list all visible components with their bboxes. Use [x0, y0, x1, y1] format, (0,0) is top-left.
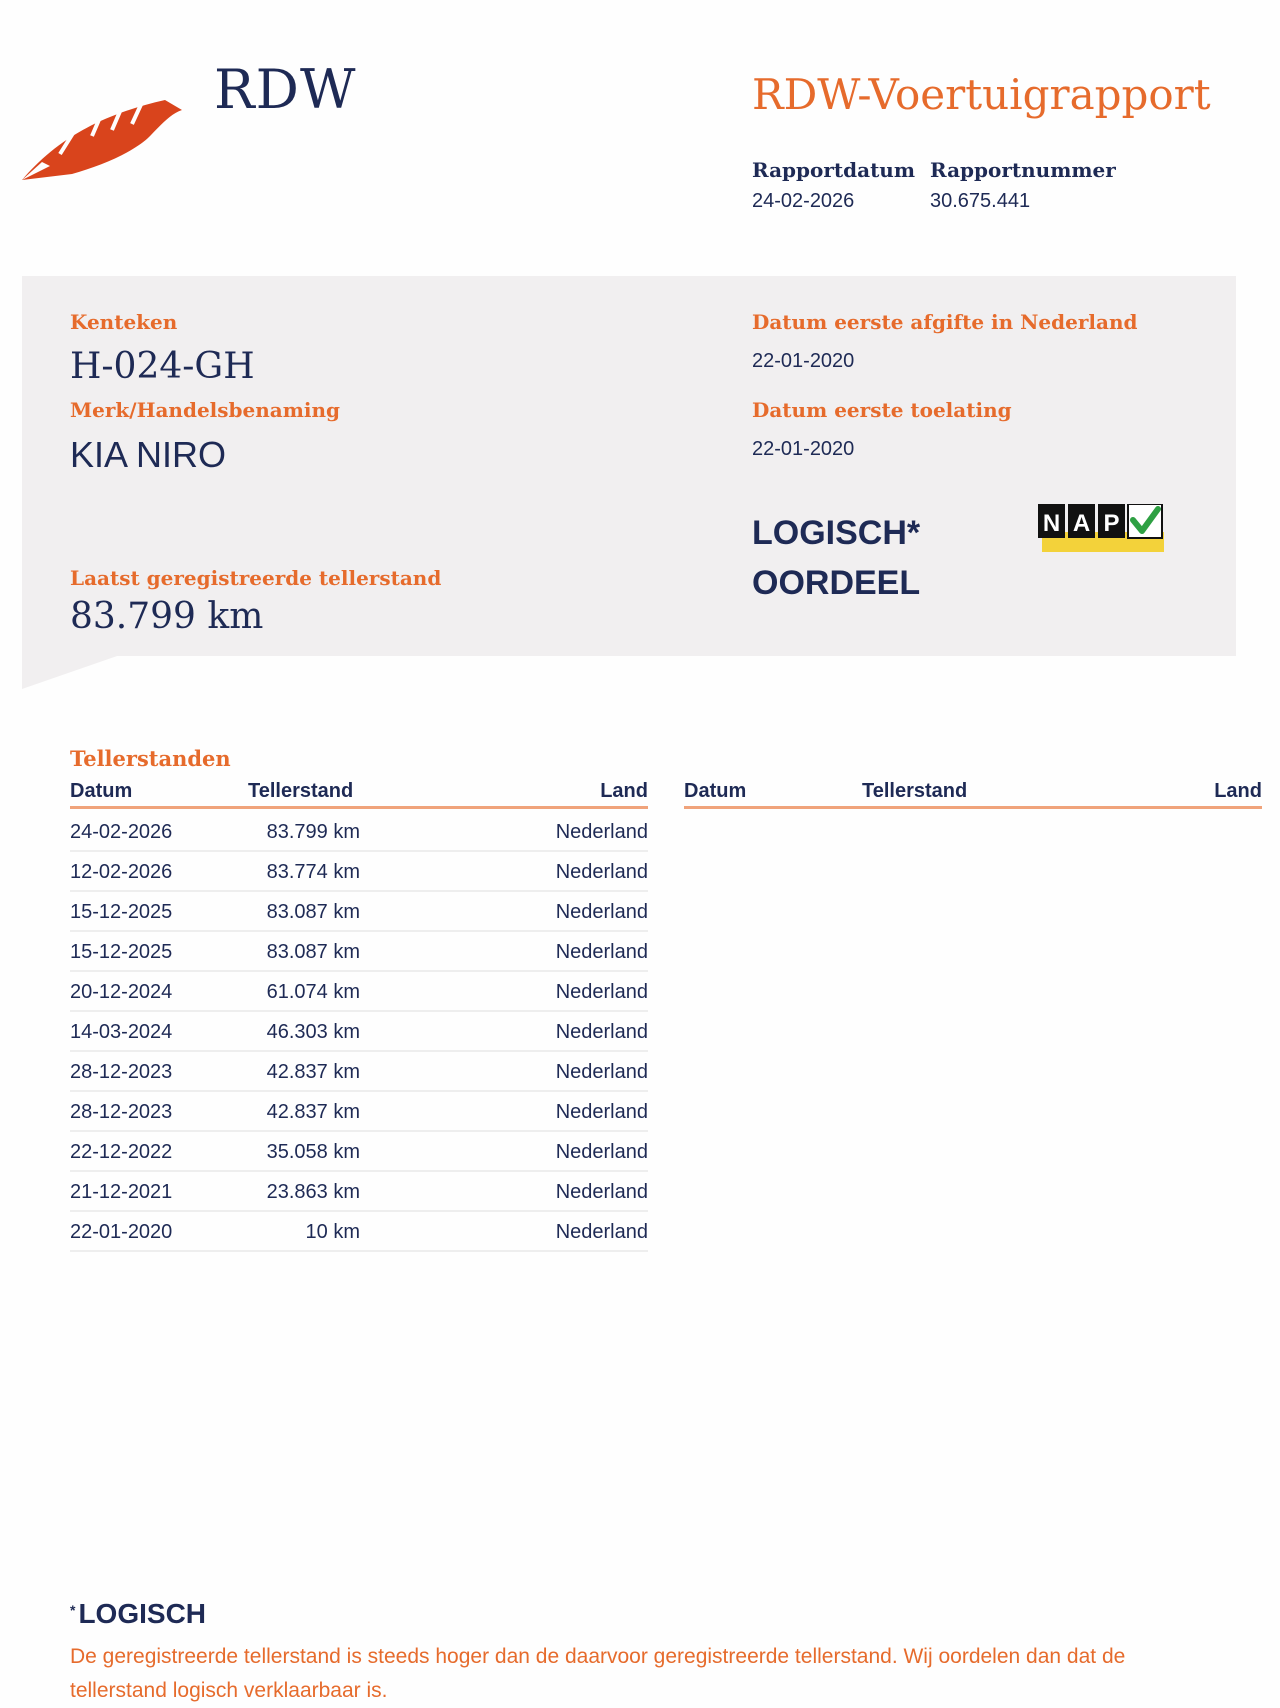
- first-issue-field: [752, 310, 1138, 373]
- table-row: [70, 892, 648, 932]
- footnote-marker: *: [70, 1602, 76, 1618]
- table-row: [70, 972, 648, 1012]
- cell-odometer: 61.074 km: [266, 981, 360, 1003]
- cell-odometer: 10 km: [305, 1221, 360, 1243]
- cell-odometer: 83.087 km: [266, 901, 360, 923]
- cell-odometer: 83.087 km: [266, 941, 360, 963]
- make-label: Merk/Handelsbenaming: [70, 398, 341, 422]
- first-issue-label: Datum eerste afgifte in Nederland: [752, 310, 1138, 334]
- odometer-value: 83.799 km: [70, 596, 264, 637]
- summary-panel-tab: [22, 655, 120, 689]
- first-issue-value: 22-01-2020: [752, 350, 855, 372]
- col-header-odometer: Tellerstand: [862, 780, 968, 802]
- cell-country: Nederland: [555, 861, 648, 883]
- report-date-value: 24-02-2026: [752, 190, 855, 212]
- report-date-block: [752, 158, 915, 213]
- cell-country: Nederland: [555, 1101, 648, 1123]
- readings-header-left: [70, 780, 648, 809]
- cell-odometer: 35.058 km: [266, 1141, 360, 1163]
- cell-date: 20-12-2024: [70, 981, 173, 1003]
- cell-country: Nederland: [555, 1021, 648, 1043]
- footnote-title-text: LOGISCH: [78, 1598, 207, 1629]
- cell-odometer: 42.837 km: [266, 1061, 360, 1083]
- table-row: [70, 1012, 648, 1052]
- col-header-country: Land: [600, 780, 648, 802]
- cell-date: 15-12-2025: [70, 901, 173, 923]
- cell-date: 22-12-2022: [70, 1141, 173, 1163]
- table-row: [70, 1052, 648, 1092]
- col-header-country: Land: [1214, 780, 1262, 802]
- cell-country: Nederland: [555, 1141, 648, 1163]
- table-row: [70, 1172, 648, 1212]
- cell-date: 28-12-2023: [70, 1101, 173, 1123]
- col-header-date: Datum: [70, 780, 133, 802]
- nap-badge: [1038, 504, 1168, 554]
- cell-date: 28-12-2023: [70, 1061, 173, 1083]
- cell-country: Nederland: [555, 901, 648, 923]
- table-row: [70, 932, 648, 972]
- cell-country: Nederland: [555, 1181, 648, 1203]
- cell-date: 14-03-2024: [70, 1021, 173, 1043]
- rdw-logo-icon: [20, 92, 190, 182]
- col-header-odometer: Tellerstand: [248, 780, 354, 802]
- report-title: RDW-Voertuigrapport: [752, 70, 1211, 119]
- cell-date: 22-01-2020: [70, 1221, 173, 1243]
- plate-label: Kenteken: [70, 310, 178, 334]
- footnote-title: [70, 1598, 206, 1630]
- first-admission-field: [752, 398, 1012, 461]
- cell-country: Nederland: [555, 1221, 648, 1243]
- verdict-line-1: LOGISCH*: [752, 514, 921, 552]
- odometer-label: Laatst geregistreerde tellerstand: [70, 566, 442, 590]
- plate-field: [70, 310, 255, 387]
- first-admission-label: Datum eerste toelating: [752, 398, 1012, 422]
- cell-date: 24-02-2026: [70, 821, 173, 843]
- col-header-date: Datum: [684, 780, 747, 802]
- nap-letter-p: P: [1103, 510, 1120, 537]
- odometer-verdict: [752, 508, 920, 608]
- report-number-label: Rapportnummer: [930, 158, 1116, 182]
- report-number-block: [930, 158, 1116, 213]
- cell-country: Nederland: [555, 821, 648, 843]
- make-field: [70, 398, 340, 476]
- first-admission-value: 22-01-2020: [752, 438, 855, 460]
- nap-letter-n: N: [1042, 510, 1061, 537]
- readings-title: Tellerstanden: [70, 746, 231, 771]
- plate-value: H-024-GH: [70, 346, 255, 387]
- footnote-text: De geregistreerde tellerstand is steeds hoger dan de daarvoor geregistreerde tellerstand. Wij oordelen dan dat de tellerstand logisch verklaarbaar is.: [70, 1645, 1126, 1702]
- report-number-value: 30.675.441: [930, 190, 1031, 212]
- report-date-label: Rapportdatum: [752, 158, 916, 182]
- table-row: [70, 1092, 648, 1132]
- readings-table-body: [70, 812, 648, 1252]
- cell-odometer: 83.799 km: [266, 821, 360, 843]
- cell-date: 21-12-2021: [70, 1181, 173, 1203]
- cell-country: Nederland: [555, 981, 648, 1003]
- cell-country: Nederland: [555, 941, 648, 963]
- table-row: [70, 1212, 648, 1252]
- readings-header-right: [684, 780, 1262, 809]
- cell-odometer: 46.303 km: [266, 1021, 360, 1043]
- cell-date: 15-12-2025: [70, 941, 173, 963]
- make-value: KIA NIRO: [70, 434, 227, 475]
- cell-odometer: 23.863 km: [266, 1181, 360, 1203]
- cell-odometer: 42.837 km: [266, 1101, 360, 1123]
- odometer-field: [70, 566, 441, 637]
- table-row: [70, 812, 648, 852]
- table-row: [70, 852, 648, 892]
- table-row: [70, 1132, 648, 1172]
- nap-letter-a: A: [1072, 510, 1091, 537]
- cell-date: 12-02-2026: [70, 861, 173, 883]
- cell-country: Nederland: [555, 1061, 648, 1083]
- cell-odometer: 83.774 km: [266, 861, 360, 883]
- logo-text: RDW: [214, 58, 357, 121]
- verdict-line-2: OORDEEL: [752, 564, 921, 602]
